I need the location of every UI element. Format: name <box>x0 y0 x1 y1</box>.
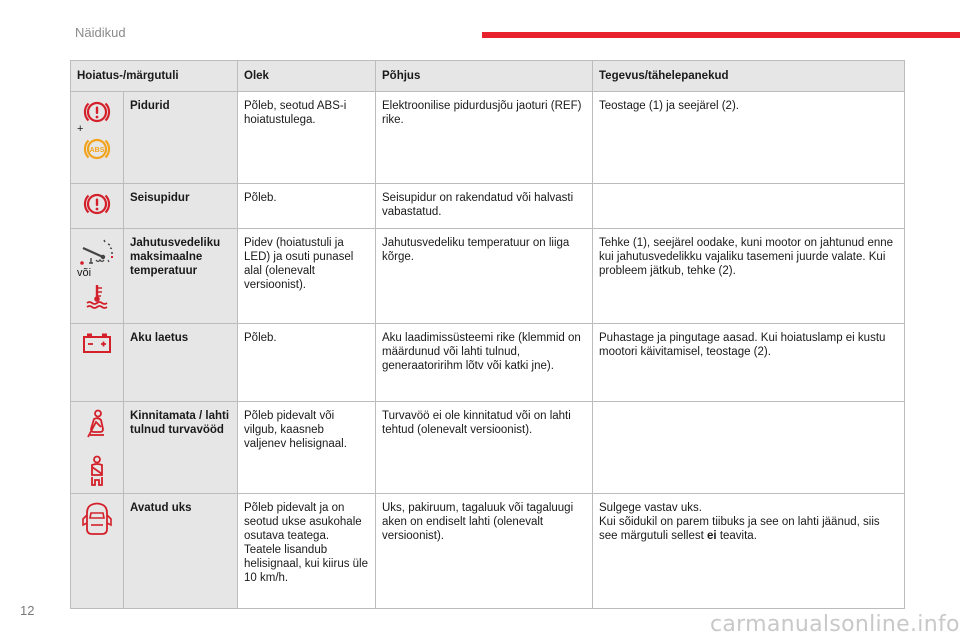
action-cell: Teostage (1) ja seejärel (2). <box>593 92 905 184</box>
action-line: Sulgege vastav uks. <box>599 502 702 514</box>
action-cell <box>593 402 905 494</box>
action-cell: Tehke (1), seejärel oodake, kuni mootor on jahtunud enne kui jahutusvedelikku vajaliku tasemeni juurde valate. Kui probleem jätkub, tehke (2). <box>593 229 905 324</box>
abs-warning-icon <box>82 136 112 162</box>
table-row <box>71 229 905 324</box>
action-keyword: ei <box>707 530 717 542</box>
seatbelt-rear-icon <box>84 455 110 487</box>
header-accent-bar <box>482 32 960 38</box>
watermark: carmanualsonline.info <box>710 612 960 637</box>
icon-cell <box>71 184 124 229</box>
action-line: teavita. <box>716 530 757 542</box>
table-header-row <box>71 61 905 92</box>
action-cell: Puhastage ja pingutage aasad. Kui hoiatuslamp ei kustu mootori käivitamisel, teostage (2). <box>593 324 905 402</box>
light-name: Pidurid <box>124 92 238 184</box>
page-number: 12 <box>20 603 35 618</box>
seatbelt-front-icon <box>84 409 110 441</box>
light-name: Jahutusvedeliku maksimaalne temperatuur <box>124 229 238 324</box>
coolant-temperature-icon <box>84 283 110 309</box>
icon-connector: + <box>77 123 84 135</box>
column-header-cause: Põhjus <box>376 61 593 92</box>
icon-cell <box>71 494 124 609</box>
cause-cell: Uks, pakiruum, tagaluuk või tagaluugi aken on endiselt lahti (olenevalt versioonist). <box>376 494 593 609</box>
table-row <box>71 92 905 184</box>
cause-cell: Elektroonilise pidurdusjõu jaoturi (REF) rike. <box>376 92 593 184</box>
table-row <box>71 324 905 402</box>
column-header-action: Tegevus/tähelepanekud <box>593 61 905 92</box>
light-name: Kinnitamata / lahti tulnud turvavööd <box>124 402 238 494</box>
state-cell: Põleb pidevalt ja on seotud ukse asukohale osutava teatega. Teatele lisandub helisignaal, kui kiirus üle 10 km/h. <box>238 494 376 609</box>
icon-cell <box>71 402 124 494</box>
cause-cell: Aku laadimissüsteemi rike (klemmid on määrdunud või lahti tulnud, generaatoririhm lõtv või katki jne). <box>376 324 593 402</box>
warning-lights-table <box>70 60 905 609</box>
brake-warning-icon <box>82 191 112 217</box>
icon-cell <box>71 229 124 324</box>
battery-icon <box>81 331 113 355</box>
state-cell: Põleb. <box>238 324 376 402</box>
icon-cell <box>71 92 124 184</box>
cause-cell: Turvavöö ei ole kinnitatud või on lahti tehtud (olenevalt versioonist). <box>376 402 593 494</box>
light-name: Avatud uks <box>124 494 238 609</box>
icon-cell <box>71 324 124 402</box>
icon-connector: või <box>77 267 92 279</box>
column-header-state: Olek <box>238 61 376 92</box>
light-name: Aku laetus <box>124 324 238 402</box>
action-line: Kui sõidukil on parem tiibuks ja see on lahti jäänud, siis see märgutuli sellest <box>599 516 880 542</box>
column-header-light: Hoiatus-/märgutuli <box>71 61 238 92</box>
svg-text:ABS: ABS <box>89 146 105 154</box>
coolant-gauge-icon <box>78 236 116 266</box>
table-row <box>71 494 905 609</box>
light-name: Seisupidur <box>124 184 238 229</box>
action-cell <box>593 494 905 609</box>
brake-warning-icon <box>82 99 112 125</box>
state-cell: Põleb. <box>238 184 376 229</box>
state-cell: Pidev (hoiatustuli ja LED) ja osuti punasel alal (olenevalt versioonist). <box>238 229 376 324</box>
cause-cell: Jahutusvedeliku temperatuur on liiga kõrge. <box>376 229 593 324</box>
state-cell: Põleb, seotud ABS-i hoiatustulega. <box>238 92 376 184</box>
action-cell <box>593 184 905 229</box>
state-cell: Põleb pidevalt või vilgub, kaasneb valjenev helisignaal. <box>238 402 376 494</box>
door-open-icon <box>82 501 112 537</box>
section-title: Näidikud <box>75 25 126 40</box>
table-row <box>71 184 905 229</box>
table-row <box>71 402 905 494</box>
cause-cell: Seisupidur on rakendatud või halvasti vabastatud. <box>376 184 593 229</box>
